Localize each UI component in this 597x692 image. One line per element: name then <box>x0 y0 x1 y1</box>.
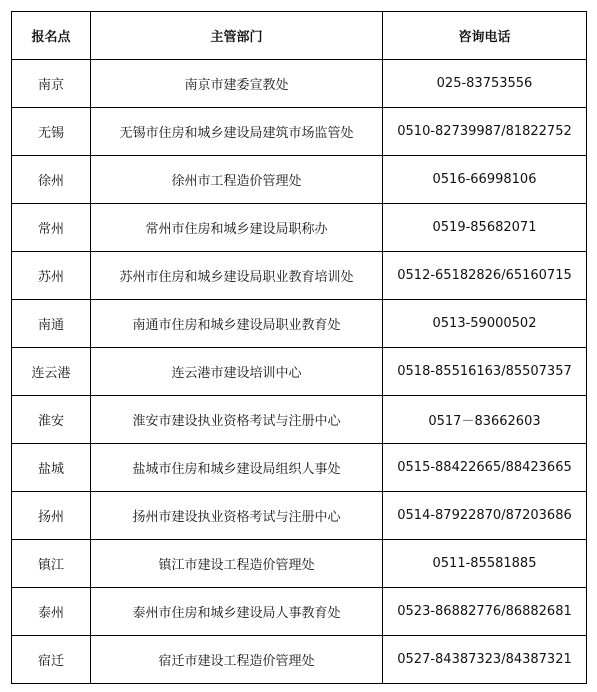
table-row <box>12 156 587 204</box>
table-row <box>12 396 587 444</box>
cell-phone: 0516-66998106 <box>383 156 587 204</box>
cell-phone: 0514-87922870/87203686 <box>383 492 587 540</box>
cell-city: 连云港 <box>12 348 91 396</box>
table-row <box>12 492 587 540</box>
cell-department: 南京市建委宣教处 <box>91 60 383 108</box>
cell-department: 徐州市工程造价管理处 <box>91 156 383 204</box>
cell-phone: 025-83753556 <box>383 60 587 108</box>
cell-department: 淮安市建设执业资格考试与注册中心 <box>91 396 383 444</box>
cell-phone: 0527-84387323/84387321 <box>383 636 587 684</box>
table-row <box>12 540 587 588</box>
cell-city: 宿迁 <box>12 636 91 684</box>
cell-department: 盐城市住房和城乡建设局组织人事处 <box>91 444 383 492</box>
cell-city: 扬州 <box>12 492 91 540</box>
cell-phone: 0510-82739987/81822752 <box>383 108 587 156</box>
cell-city: 无锡 <box>12 108 91 156</box>
cell-department: 无锡市住房和城乡建设局建筑市场监管处 <box>91 108 383 156</box>
cell-city: 徐州 <box>12 156 91 204</box>
cell-phone: 0523-86882776/86882681 <box>383 588 587 636</box>
cell-city: 苏州 <box>12 252 91 300</box>
cell-department: 宿迁市建设工程造价管理处 <box>91 636 383 684</box>
header-registration-point: 报名点 <box>12 12 91 60</box>
table-row <box>12 60 587 108</box>
cell-department: 苏州市住房和城乡建设局职业教育培训处 <box>91 252 383 300</box>
table-row <box>12 444 587 492</box>
cell-phone: 0511-85581885 <box>383 540 587 588</box>
contact-table <box>11 11 587 684</box>
cell-city: 南京 <box>12 60 91 108</box>
table-header-row <box>12 12 587 60</box>
table-row <box>12 204 587 252</box>
table-row <box>12 636 587 684</box>
cell-city: 常州 <box>12 204 91 252</box>
cell-phone: 0518-85516163/85507357 <box>383 348 587 396</box>
cell-department: 南通市住房和城乡建设局职业教育处 <box>91 300 383 348</box>
header-phone: 咨询电话 <box>383 12 587 60</box>
table-row <box>12 252 587 300</box>
table-row <box>12 348 587 396</box>
table-row <box>12 300 587 348</box>
cell-phone: 0515-88422665/88423665 <box>383 444 587 492</box>
table-row <box>12 108 587 156</box>
cell-department: 扬州市建设执业资格考试与注册中心 <box>91 492 383 540</box>
table-row <box>12 588 587 636</box>
cell-department: 镇江市建设工程造价管理处 <box>91 540 383 588</box>
cell-phone: 0512-65182826/65160715 <box>383 252 587 300</box>
header-department: 主管部门 <box>91 12 383 60</box>
cell-phone: 0519-85682071 <box>383 204 587 252</box>
cell-city: 盐城 <box>12 444 91 492</box>
cell-city: 南通 <box>12 300 91 348</box>
cell-phone: 0513-59000502 <box>383 300 587 348</box>
cell-city: 镇江 <box>12 540 91 588</box>
cell-department: 常州市住房和城乡建设局职称办 <box>91 204 383 252</box>
cell-city: 泰州 <box>12 588 91 636</box>
cell-city: 淮安 <box>12 396 91 444</box>
cell-phone: 0517－83662603 <box>383 396 587 444</box>
cell-department: 连云港市建设培训中心 <box>91 348 383 396</box>
cell-department: 泰州市住房和城乡建设局人事教育处 <box>91 588 383 636</box>
